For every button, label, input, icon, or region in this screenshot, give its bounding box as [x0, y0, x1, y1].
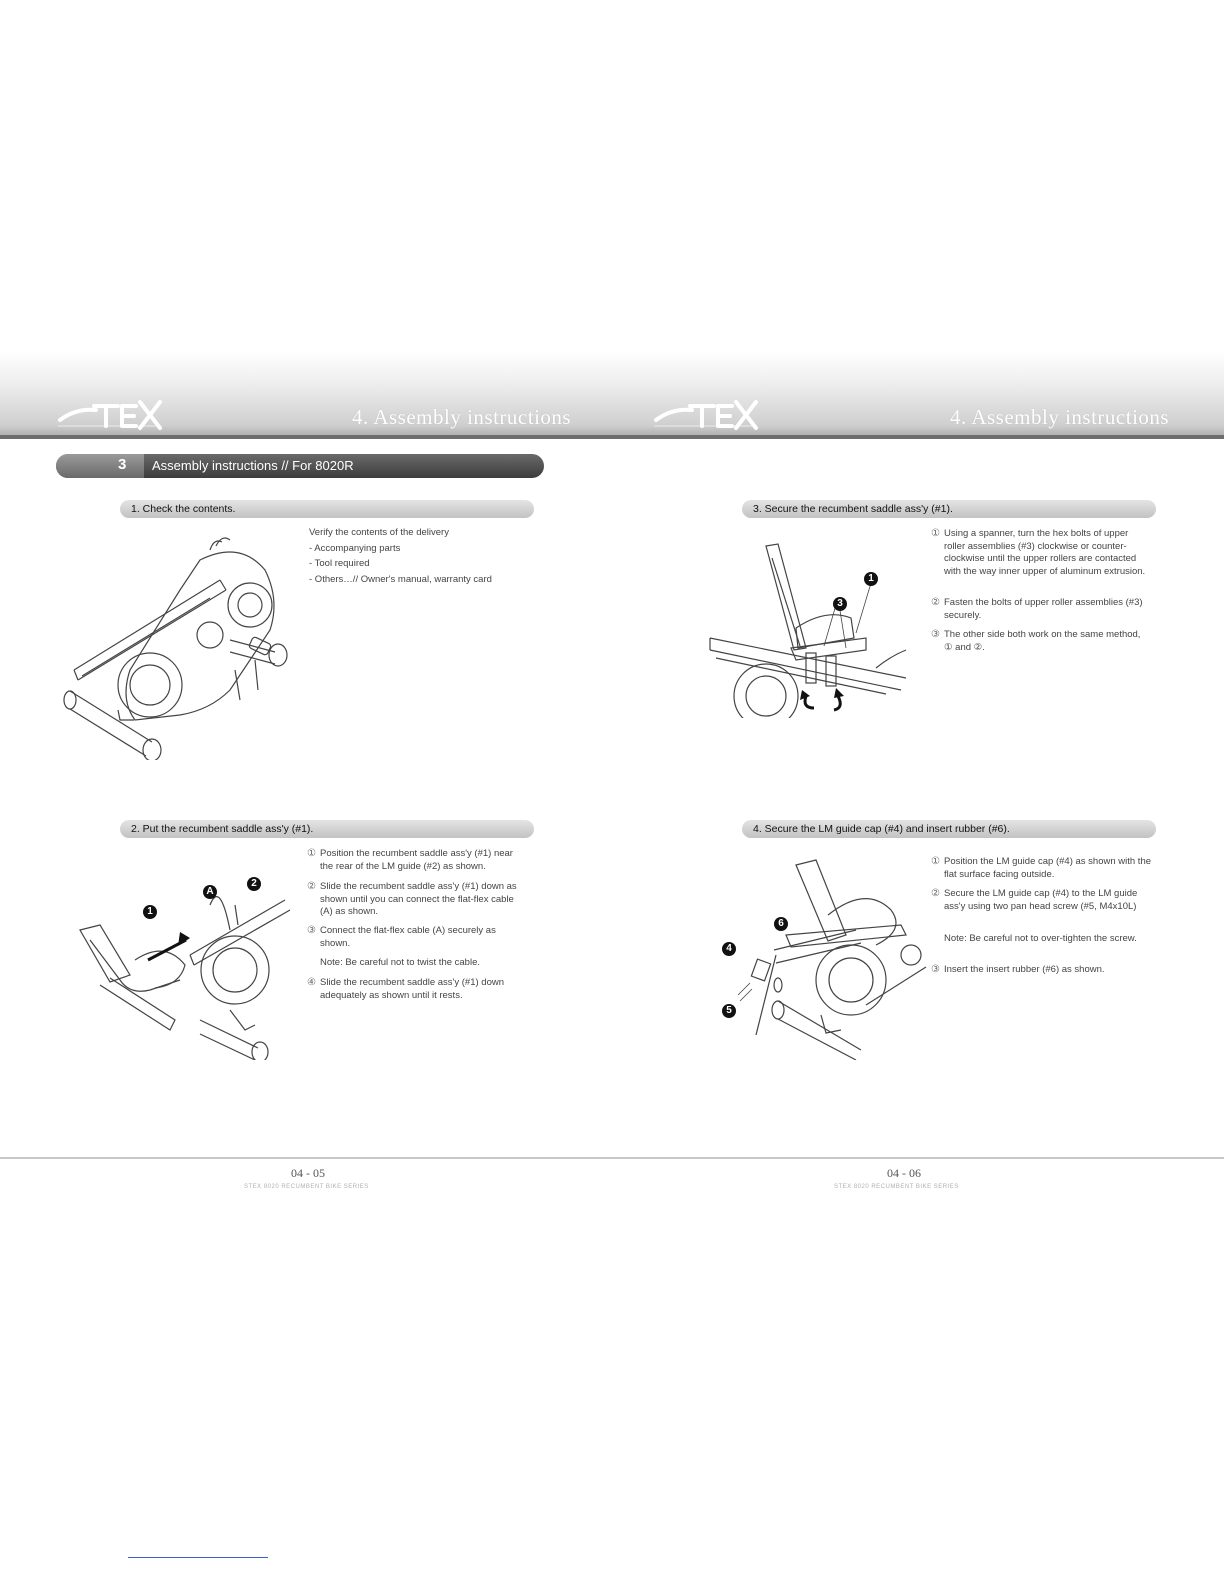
step-3-item-1-text: Using a spanner, turn the hex bolts of upper roller assemblies (#3) clockwise or counter-clockwise until the upper rollers are contacted with the way inner upper of aluminum extrusion.	[944, 528, 1146, 577]
step-4-item-2-text: Secure the LM guide cap (#4) to the LM guide ass'y using two pan head screw (#5, M4x10L)	[944, 888, 1138, 912]
step-4-item-1-mark: ①	[931, 856, 940, 867]
footnote-rule	[128, 1557, 268, 1558]
step-3-item-2-text: Fasten the bolts of upper roller assemblies (#3) securely.	[944, 597, 1143, 621]
step-3-item-2	[931, 597, 1149, 622]
header-title-right: 4. Assembly instructions	[950, 405, 1170, 429]
step-4-callout-4: 4	[722, 942, 736, 956]
footer-rule	[0, 1157, 1224, 1159]
section-title: Assembly instructions // For 8020R	[152, 458, 354, 473]
step-2-item-2-text: Slide the recumbent saddle ass'y (#1) down as shown until you can connect the flat-flex cable (A) as shown.	[320, 881, 517, 917]
step-3-item-3	[931, 629, 1149, 654]
step-1-illustration	[60, 530, 300, 760]
step-3-item-1	[931, 528, 1149, 578]
step-4-callout-5: 5	[722, 1004, 736, 1018]
step-1-line-4: - Others…// Owner's manual, warranty card	[309, 573, 492, 585]
step-4-item-2	[931, 888, 1154, 913]
step-2-item-3-mark: ③	[307, 925, 316, 936]
step-2-callout-1: 1	[143, 905, 157, 919]
header-title-left: 4. Assembly instructions	[352, 405, 572, 429]
step-2-illustration	[70, 870, 300, 1060]
step-4-item-1-text: Position the LM guide cap (#4) as shown with the flat surface facing outside.	[944, 856, 1152, 880]
step-3-item-3-text: The other side both work on the same method, ① and ②.	[944, 629, 1141, 653]
step-2-title: 2. Put the recumbent saddle ass'y (#1).	[131, 823, 314, 835]
step-2-item-3	[307, 925, 525, 950]
step-1-title: 1. Check the contents.	[131, 503, 236, 515]
step-3-item-1-mark: ①	[931, 528, 940, 539]
step-1-line-3: - Tool required	[309, 558, 370, 569]
step-4-item-3-mark: ③	[931, 964, 940, 975]
step-2-item-2-mark: ②	[307, 881, 316, 892]
step-2-item-2	[307, 881, 525, 919]
step-2-item-1-mark: ①	[307, 848, 316, 859]
step-4-callout-6: 6	[774, 917, 788, 931]
footer-series-right: STEX 8020 RECUMBENT BIKE SERIES	[834, 1184, 959, 1190]
header-rule	[0, 435, 1224, 439]
step-2-item-1-text: Position the recumbent saddle ass'y (#1) near the rear of the LM guide (#2) as shown.	[320, 848, 513, 872]
stex-logo-left	[56, 396, 166, 432]
step-4-item-3-text: Insert the insert rubber (#6) as shown.	[944, 964, 1105, 975]
section-number-bg	[56, 454, 144, 478]
step-4-note: Note: Be careful not to over-tighten the screw.	[944, 933, 1137, 944]
page-number-left: 04 - 05	[291, 1166, 325, 1180]
step-2-callout-2: 2	[247, 877, 261, 891]
step-4-item-2-mark: ②	[931, 888, 940, 899]
footer-series-left: STEX 8020 RECUMBENT BIKE SERIES	[244, 1184, 369, 1190]
step-3-callout-1: 1	[864, 572, 878, 586]
step-2-item-4-mark: ④	[307, 977, 316, 988]
step-1-text	[309, 527, 529, 587]
step-4-item-3	[931, 964, 1154, 977]
step-3-illustration	[706, 538, 916, 718]
step-2-item-4	[307, 977, 525, 1002]
step-4-title: 4. Secure the LM guide cap (#4) and insert rubber (#6).	[753, 823, 1010, 835]
stex-logo-right	[652, 396, 762, 432]
step-1-line-1: Verify the contents of the delivery	[309, 527, 449, 538]
step-2-item-1	[307, 848, 525, 873]
step-3-item-2-mark: ②	[931, 597, 940, 608]
step-4-illustration	[716, 855, 931, 1060]
step-4-item-1	[931, 856, 1154, 881]
step-2-item-4-text: Slide the recumbent saddle ass'y (#1) down adequately as shown until it rests.	[320, 977, 504, 1001]
section-number: 3	[118, 456, 127, 473]
page-number-right: 04 - 06	[887, 1166, 921, 1180]
step-2-item-3-text: Connect the flat-flex cable (A) securely as shown.	[320, 925, 496, 949]
step-3-item-3-mark: ③	[931, 629, 940, 640]
step-1-line-2: - Accompanying parts	[309, 542, 401, 554]
step-2-callout-a: A	[203, 885, 217, 899]
step-2-note: Note: Be careful not to twist the cable.	[320, 957, 481, 968]
step-3-callout-3: 3	[833, 597, 847, 611]
step-3-title: 3. Secure the recumbent saddle ass'y (#1).	[753, 503, 953, 515]
